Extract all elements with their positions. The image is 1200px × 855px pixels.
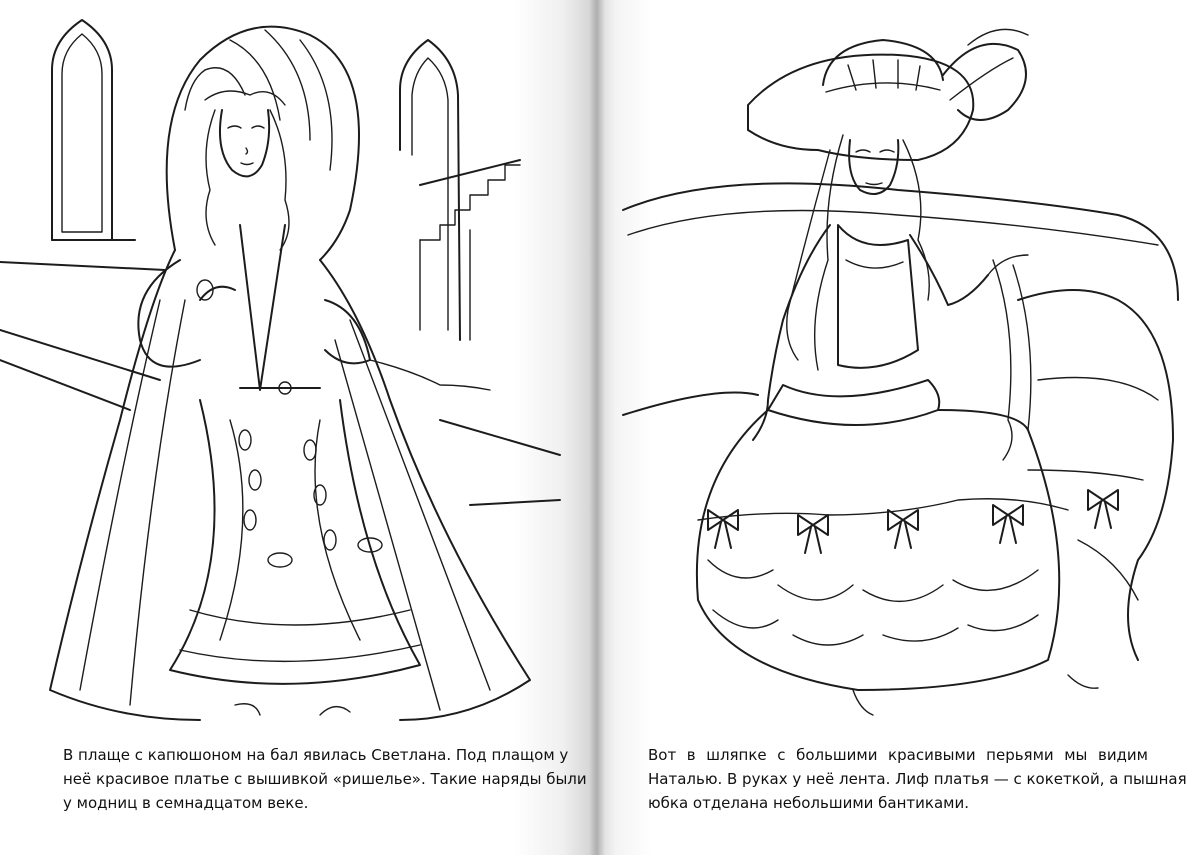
svetlana-illustration <box>0 0 598 740</box>
left-caption-line-2: неё красивое платье с вышивкой «ришелье». Такие наряды были <box>63 770 587 788</box>
skirt <box>697 410 1059 690</box>
arched-doorway <box>400 40 460 340</box>
bow-3 <box>888 510 918 548</box>
bow-4 <box>993 505 1023 543</box>
bow-2 <box>798 515 828 553</box>
left-page <box>0 0 598 855</box>
book-gutter-shadow <box>589 0 605 855</box>
cloak <box>50 250 200 720</box>
right-caption-line-1: Вот в шляпке с большими красивыми перьями мы видим <box>648 746 1148 764</box>
left-caption-line-3: у модниц в семнадцатом веке. <box>63 794 309 812</box>
right-page <box>598 0 1200 855</box>
staircase <box>420 165 520 240</box>
left-caption <box>63 743 587 815</box>
hat-crown <box>823 40 943 85</box>
feather <box>943 44 1026 120</box>
right-caption <box>648 743 1187 815</box>
natalia-illustration <box>598 0 1200 740</box>
bow-5 <box>1088 490 1118 528</box>
face-natalia <box>849 140 898 194</box>
gothic-window <box>52 20 112 240</box>
left-caption-line-1: В плаще с капюшоном на бал явилась Светлана. Под плащом у <box>63 746 569 764</box>
face <box>220 110 269 176</box>
right-caption-line-2: Наталью. В руках у неё лента. Лиф платья — с кокеткой, а пышная <box>648 770 1187 788</box>
right-caption-line-3: юбка отделана небольшими бантиками. <box>648 794 969 812</box>
hood <box>167 27 359 260</box>
